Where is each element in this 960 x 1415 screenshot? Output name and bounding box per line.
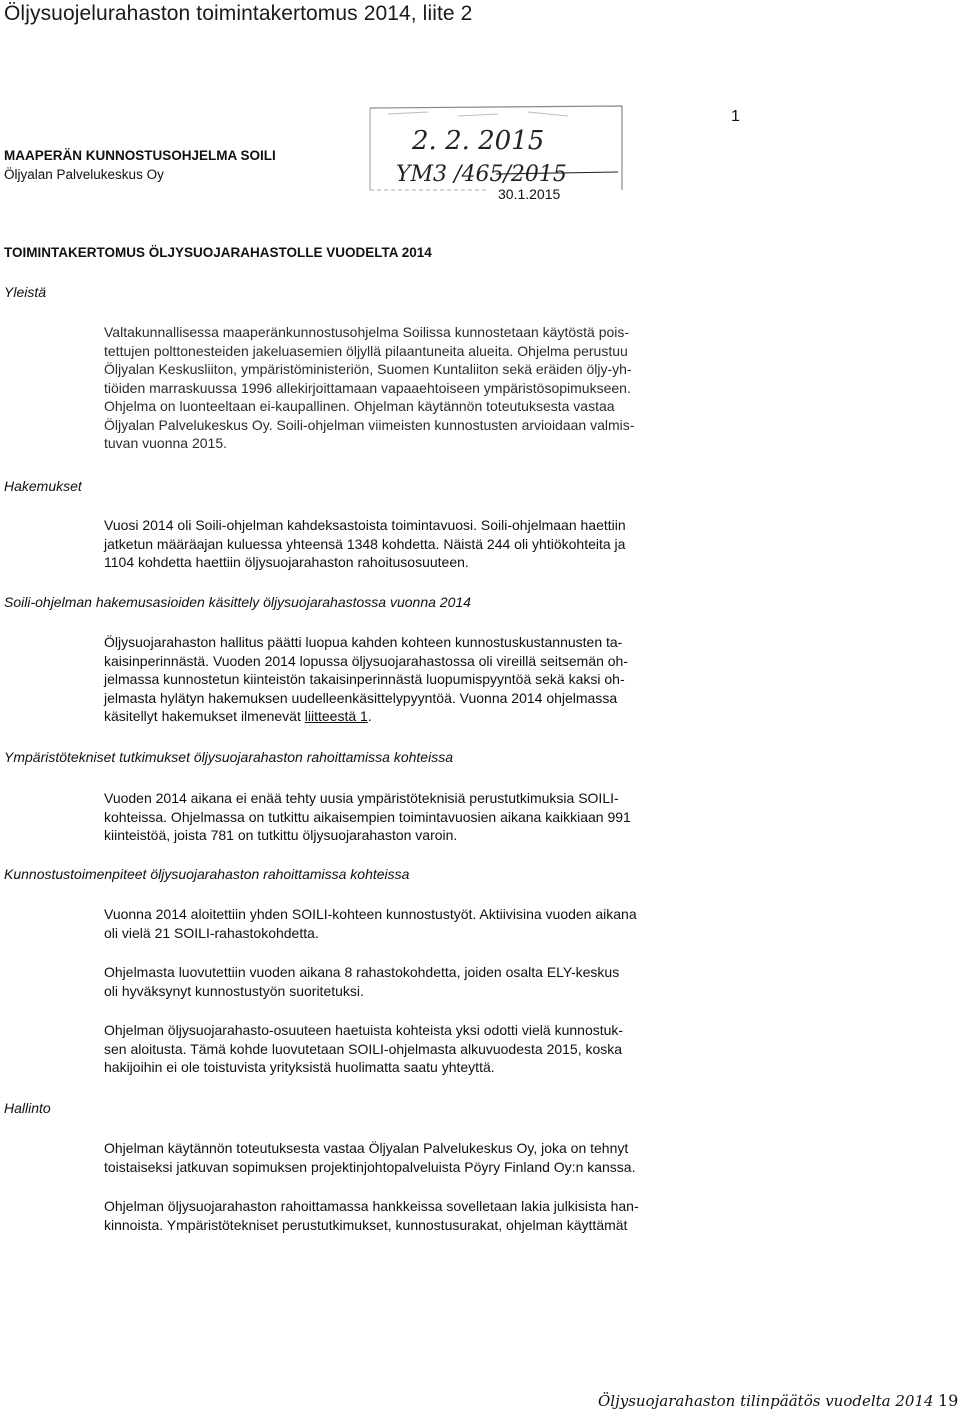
text-line: Vuosi 2014 oli Soili-ohjelman kahdeksastoista toimintavuosi. Soili-ohjelmaan haettiin [104,517,626,533]
section-heading-yleista: Yleistä [4,284,47,300]
footer-title: Öljysuojarahaston tilinpäätös vuodelta 2014 [598,1392,934,1410]
text-line: kohteissa. Ohjelmassa on tutkittu aikaisempien toimintavuosien aikana kaikkiaan 991 [104,808,631,825]
text-line: tettujen polttonesteiden jakeluasemien öljyllä pilaantuneita alueita. Ohjelma perustuu [104,342,628,359]
text-line: Ohjelmasta luovutettiin vuoden aikana 8 rahastokohdetta, joiden osalta ELY-keskus [104,964,620,980]
paragraph-yleista [104,323,754,453]
organization-name: Öljyalan Palvelukeskus Oy [4,167,164,182]
text-line: Valtakunnallisessa maaperänkunnostusohjelma Soilissa kunnostetaan käytöstä pois- [104,324,630,340]
section-heading-hallinto: Hallinto [4,1100,51,1116]
text-line: Ohjelman käytännön toteutuksesta vastaa Öljyalan Palvelukeskus Oy, joka on tehnyt [104,1140,629,1156]
paragraph-kunnostus-2 [104,963,754,1000]
text-line: Öljyalan Keskusliiton, ympäristöministeriön, Suomen Kuntaliiton sekä eräiden öljy-yh- [104,361,632,377]
text-line: kaisinperinnästä. Vuoden 2014 lopussa öljysuojarahastossa oli vireillä seitsemän oh- [104,652,629,669]
text-line: kinnoista. Ympäristötekniset perustutkimukset, kunnostusurakat, ohjelman käyttämät [104,1216,628,1233]
section-heading-kasittely: Soili-ohjelman hakemusasioiden käsittely öljysuojarahastossa vuonna 2014 [4,594,471,610]
paragraph-hakemukset [104,516,754,572]
appendix-link[interactable]: liitteestä 1 [304,708,368,724]
text-line: Vuoden 2014 aikana ei enää tehty uusia ympäristöteknisiä perustutkimuksia SOILI- [104,790,619,806]
paragraph-hallinto-1 [104,1139,754,1176]
text-line: Ohjelman öljysuojarahasto-osuuteen haetuista kohteista yksi odotti vielä kunnostuk- [104,1022,624,1038]
text-line: oli vielä 21 SOILI-rahastokohdetta. [104,924,319,941]
text-line: jelmasta hylätyn hakemuksen uudelleenkäsittelypyyntöä. Vuonna 2014 ohjelmassa [104,689,618,706]
paragraph-kunnostus-3 [104,1021,754,1077]
text-line: Öljysuojarahaston hallitus päätti luopua kahden kohteen kunnostuskustannusten ta- [104,634,623,650]
text-line: tiöiden marraskuussa 1996 allekirjoittamaan vapaaehtoiseen ympäristösopimukseen. [104,379,631,396]
text-line: oli hyväksynyt kunnostustyön suoritetuksi. [104,982,364,999]
text-line: toistaiseksi jatkuvan sopimuksen projektinjohtopalveluista Pöyry Finland Oy:n kanssa. [104,1158,636,1175]
text-line: tuvan vuonna 2015. [104,435,227,451]
text-line: jatketun määräajan kuluessa yhteensä 1348 kohdetta. Näistä 244 oli yhtiökohteita ja [104,535,626,552]
program-name: MAAPERÄN KUNNOSTUSOHJELMA SOILI [4,148,276,163]
section-heading-kunnostus: Kunnostustoimenpiteet öljysuojarahaston rahoittamissa kohteissa [4,866,410,882]
text-line: jelmassa kunnostetun kiinteistön takaisinperinnästä luopumispyyntöä sekä kaksi oh- [104,671,625,687]
text-fragment: . [367,708,372,724]
page-number: 1 [731,108,740,125]
paragraph-kasittely [104,633,754,726]
text-line: 1104 kohdetta haettiin öljysuojarahaston rahoitusosuuteen. [104,554,469,570]
text-line: Vuonna 2014 aloitettiin yhden SOILI-kohteen kunnostustyöt. Aktiivisina vuoden aikana [104,906,637,922]
text-line: Ohjelma on luonteeltaan ei-kaupallinen. Ohjelman käytännön toteutuksesta vastaa [104,398,615,414]
text-line [104,707,754,726]
paragraph-hallinto-2 [104,1197,754,1234]
stamp-handwritten-number: YM3 /465/2015 [396,162,567,187]
text-line: kiinteistöä, joista 781 on tutkittu öljysuojarahaston varoin. [104,827,458,843]
text-line: Ohjelman öljysuojarahaston rahoittamassa hankkeissa sovelletaan lakia julkisista han- [104,1198,639,1214]
stamp-handwritten-date: 2. 2. 2015 [412,126,545,156]
stamp-date: 30.1.2015 [498,186,561,202]
text-fragment: käsitellyt hakemukset ilmenevät [104,708,305,724]
section-heading-tutkimukset: Ympäristötekniset tutkimukset öljysuojarahaston rahoittamissa kohteissa [4,749,453,765]
paragraph-tutkimukset [104,789,754,845]
paragraph-kunnostus-1 [104,905,754,942]
footer-page-number: 19 [938,1391,959,1410]
section-heading-hakemukset: Hakemukset [4,478,82,494]
report-title: TOIMINTAKERTOMUS ÖLJYSUOJARAHASTOLLE VUODELTA 2014 [4,245,432,260]
document-title: Öljysuojelurahaston toimintakertomus 2014, liite 2 [4,2,473,25]
text-line: hakijoihin ei ole toistuvista yrityksistä huolimatta saatu yhteyttä. [104,1059,495,1075]
text-line: Öljyalan Palvelukeskus Oy. Soili-ohjelman viimeisten kunnostusten arvioidaan valmis- [104,416,635,433]
text-line: sen aloitusta. Tämä kohde luovutetaan SOILI-ohjelmasta alkuvuodesta 2015, koska [104,1040,623,1057]
